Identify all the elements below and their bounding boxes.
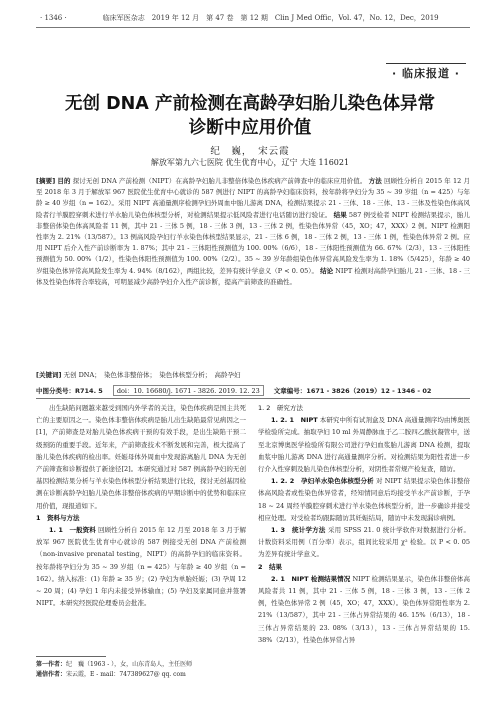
- right-column: [258, 402, 470, 646]
- header-rule: [36, 27, 470, 28]
- methods-label: 方法: [368, 177, 382, 185]
- conclusion-text: NIPT 检测对高龄孕妇胎儿 21 - 三体、18 - 三体及性染色体符合率较高，可明显减少高龄孕妇介入性产前诊断，提高产前筛查的准确性。: [36, 266, 471, 286]
- conclusion-label: 结论: [320, 266, 334, 275]
- corresponding-author-text: 宋云霞，E - mail：747389627@ qq. com: [66, 671, 186, 678]
- keywords: [36, 370, 470, 381]
- first-author-note: [36, 660, 246, 670]
- paragraph-1-2-2: 对 NIPT 结果提示染色体非整倍体高风险者或性染色体异常者，经知情同意后均接受羊水产前诊断，于孕 18 ~ 24 周经羊膜腔穿刺术进行羊水染色体核型分析，进一步确诊并接受相应处理。对受检者均跟踪随访其妊娠结局，随访中未发现漏诊病例。: [258, 477, 470, 522]
- running-header: [40, 12, 470, 24]
- doi-link[interactable]: doi：10. 16680/j. 1671 - 3826. 2019. 12. 23: [113, 385, 264, 396]
- heading-1-2-1: 1. 2. 1 NIPT: [271, 416, 318, 425]
- heading-1-2-2: 1. 2. 2 孕妇羊水染色体核型分析: [271, 477, 374, 486]
- paragraph-2-1: NIPT 检测结果显示，染色体非整倍体高风险者共 11 例，其中 21 - 三体 5 例，18 - 三体 3 例，13 - 三体 2 例，性染色体异常 2 例（45，XO；47，XXX）。染色体异常阳性率为 2. 21%（13/587），其中 21 - 三体占异常结果的 46. 15%（6/13），18 - 三体占异常结果的 23. 08%（3/13），13 - 三体占异常结果的 15. 38%（2/13），性染色体异常占异: [258, 574, 470, 644]
- article-meta: [36, 385, 470, 396]
- page-number: · 1346 ·: [40, 14, 67, 22]
- objective-label: 目的: [57, 177, 71, 185]
- article-number: 文章编号：1671 - 3826（2019）12 - 1346 - 02: [273, 387, 432, 395]
- heading-1-3: 1. 3 统计学方法: [271, 526, 326, 535]
- title-line-2: 诊断中应用价值: [188, 118, 312, 138]
- paragraph-1-1: 回顾性分析自 2015 年 12 月至 2018 年 3 月于解放军 967 医院优生优育中心就诊的 587 例接受无创 DNA 产前检测（non-invasive prenatal testing，NIPT）的高龄孕妇的临床资料。按年龄将孕妇分为 35 ~ 39 岁组（n = 425）与年龄 ≥ 40 岁组（n = 162）。纳入标准：(1) 年龄 ≥ 35 岁；(2) 孕妇为单胎妊娠；(3) 孕周 12 ~ 20 周；(4) 孕妇 1 年内未接受异体输血；(5) 孕妇及家属同意并签署 NIPT。本研究经医院伦理委员会批准。: [36, 526, 246, 608]
- footnote: [36, 660, 246, 680]
- keywords-label: [关键词]: [36, 371, 62, 379]
- intro-paragraph: 出生缺陷问题越来越受到国内外学者的关注，染色体疾病是国主共死亡的主要原因之一。染色体非整倍体疾病是胎儿出生缺陷最常见病因之一[1]，产前筛查是对胎儿染色体疾病干预的有效手段，是出生缺陷干预二级预防的重要手段。近年来，产前筛查技术不断发展和完善，极大提高了胎儿染色体疾病的检出率。妊娠母体外周血中发现游离胎儿 DNA 为无创产前筛查和诊断提供了新途径[2]。本研究通过对 587 例高龄孕妇的无创基因检测结果分析与羊水染色体核型分析结果进行比较，探讨无创基因检测在诊断高龄孕妇胎儿染色体非整倍体疾病的早期诊断中的优势和临床应用价值，现报道如下。: [36, 404, 246, 510]
- paragraph-1-2-1: 本研究中所有试剂盒及 DNA 高通量测序均由博奥医学检验所完成。抽取孕妇 10 ml 外周静脉血于乙二胺四乙酸抗凝管中，送至北京博奥医学检验所有限公司进行孕妇血浆胎儿游离 DNA 检测，提取血浆中胎儿游离 DNA 进行高通量测序分析。对检测结果为阳性者进一步行介入性穿刺及胎儿染色体核型分析，对阴性者常规产检复查，随访。: [258, 416, 470, 474]
- article-title: [40, 92, 460, 140]
- results-label: 结果: [333, 210, 347, 219]
- section-1-2-1: [258, 414, 470, 475]
- authors: 纪 巍， 宋云霞: [210, 146, 290, 157]
- abstract: [36, 176, 470, 288]
- heading-1-2: 1. 2 研究方法: [258, 404, 303, 412]
- methods-text: 回顾性分析自 2015 年 12 月至 2018 年 3 月于解放军 967 医院优生优育中心就诊的 587 例进行 NIPT 的高龄孕妇临床资料，按年龄将孕妇分为 35 ~ 39 岁组（n = 425）与年龄 ≥ 40 岁组（n = 162）。采用 NIPT 高通量测序检测孕妇外周血中胎儿游离 DNA，检测结果提示 21 - 三体、18 - 三体、13 - 三体及性染色体高风险者行羊膜腔穿刺术进行羊水胎儿染色体核型分析，对检测结果提示低风险者进行电话随访进行验证。: [36, 177, 470, 219]
- abstract-label: [摘要]: [36, 177, 56, 185]
- footnote-rule: [36, 656, 106, 657]
- journal-info: 临床军医杂志 2019 年 12 月 第 47 卷 第 12 期 Clin J Med Offic，Vol. 47，No. 12，Dec，2019: [102, 14, 439, 22]
- section-2-1: [258, 573, 470, 646]
- column-tag: · 临床报道 ·: [391, 67, 460, 80]
- section-heading-2: 2 结果: [258, 562, 283, 571]
- affiliation: 解放军第九六七医院 优生优育中心，辽宁 大连 116021: [150, 158, 350, 167]
- left-column: [36, 402, 246, 609]
- section-rule: [36, 398, 470, 399]
- clc-number: 中图分类号：R714. 5: [36, 387, 103, 395]
- paragraph-1-3: 采用 SPSS 21. 0 统计学软件对数据进行分析。计数资料采用例（百分率）表示，组间比较采用 χ² 检验。以 P < 0. 05 为差异有统计学意义。: [258, 526, 470, 559]
- title-line-1: 无创 DNA 产前检测在高龄孕妇胎儿染色体异常: [65, 94, 435, 114]
- objective-text: 探讨无创 DNA 产前检测（NIPT）在高龄孕妇胎儿非整倍体染色体疾病产前筛查中的临床应用价值。: [72, 177, 367, 185]
- heading-2-1: 2. 1 NIPT 检测结果情况: [271, 574, 351, 583]
- keywords-text: 无创 DNA； 染色体非整倍体； 染色体核型分析； 高龄孕妇: [63, 371, 241, 379]
- corresponding-author-note: [36, 670, 246, 680]
- heading-1-1: 1. 1 一般资料: [49, 526, 96, 535]
- first-author-label: 第一作者：: [36, 661, 67, 668]
- section-1-2-2: [258, 475, 470, 524]
- section-1-3: [258, 524, 470, 561]
- section-heading-1: 1 资料与方法: [36, 513, 80, 522]
- section-1-1: [36, 524, 246, 609]
- results-text: 587 例受检者 NIPT 检测结果提示，胎儿非整倍体染色体高风险者 11 例，其中 21 - 三体 5 例，18 - 三体 3 例，13 - 三体 2 例，性染色体异常（45，XO；47，XXX）2 例。NIPT 检测阳性率为 2. 21%（13/587）。13 例高风险孕妇行羊水染色体核型结果显示，21 - 三体 6 例，18 - 三体 2 例，13 - 三体 1 例，性染色体异常 2 例。应用 NIPT 后介入性产前诊断率为 1. 87%；其中 21 - 三体阳性预测值为 100. 00%（6/6），18 - 三体阳性预测值为 66. 67%（2/3），13 - 三体阳性预测值为 50. 00%（1/2），性染色体阳性预测值为 100. 00%（2/2）。35 ~ 39 岁年龄组染色体异常高风险发生率为 1. 18%（5/425），年龄 ≥ 40 岁组染色体异常高风险发生率为 4. 94%（8/162），两组比较，差异有统计学意义（P < 0. 05）。: [36, 210, 470, 275]
- first-author-text: 纪 巍（1963 - ），女，山东青岛人，主任医师: [66, 661, 193, 668]
- corresponding-author-label: 通信作者：: [36, 671, 67, 678]
